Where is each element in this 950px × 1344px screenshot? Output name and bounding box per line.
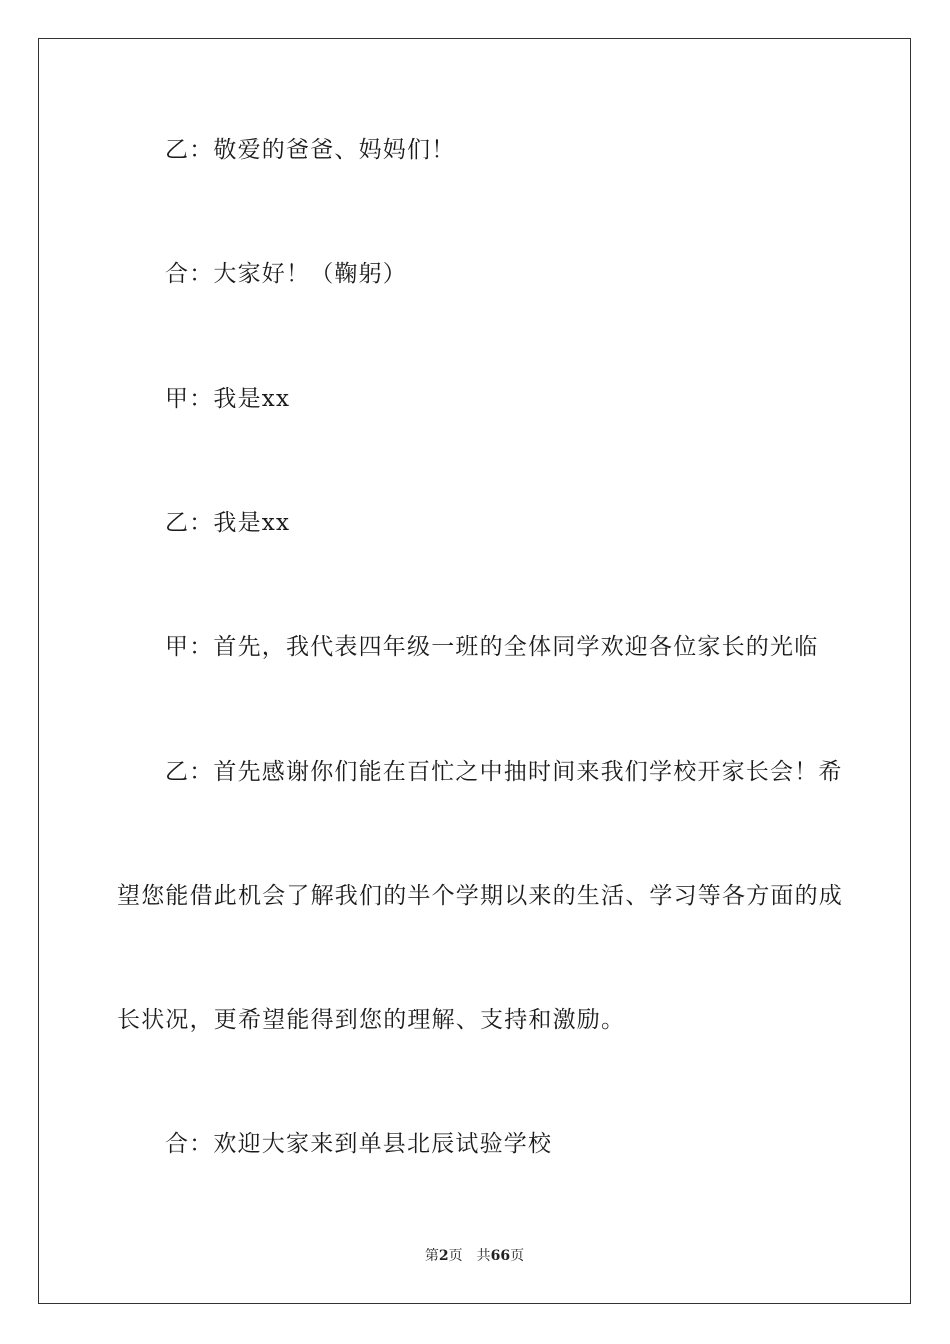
dialogue-line-4: 乙：我是xx xyxy=(165,510,291,536)
dialogue-line-5: 甲：首先，我代表四年级一班的全体同学欢迎各位家长的光临 xyxy=(165,634,819,660)
dialogue-line-1: 乙：敬爱的爸爸、妈妈们！ xyxy=(165,137,456,163)
footer-page-prefix: 第 xyxy=(424,1248,439,1264)
footer-total-suffix: 页 xyxy=(510,1248,525,1264)
page-frame xyxy=(38,38,911,1304)
footer-total-prefix: 共 xyxy=(476,1248,491,1264)
footer-page-suffix: 页 xyxy=(448,1248,463,1264)
dialogue-line-6: 乙：首先感谢你们能在百忙之中抽时间来我们学校开家长会！希 xyxy=(165,759,843,785)
dialogue-line-2: 合：大家好！（鞠躬） xyxy=(165,261,407,287)
footer-page-number: 2 xyxy=(438,1248,449,1264)
dialogue-line-3: 甲：我是xx xyxy=(165,386,291,412)
dialogue-line-6-cont-1: 望您能借此机会了解我们的半个学期以来的生活、学习等各方面的成 xyxy=(117,883,843,909)
footer-total-pages: 66 xyxy=(490,1248,511,1264)
page-footer xyxy=(39,1247,910,1265)
dialogue-line-7: 合：欢迎大家来到单县北辰试验学校 xyxy=(165,1131,553,1157)
dialogue-line-6-cont-2: 长状况，更希望能得到您的理解、支持和激励。 xyxy=(117,1007,626,1033)
